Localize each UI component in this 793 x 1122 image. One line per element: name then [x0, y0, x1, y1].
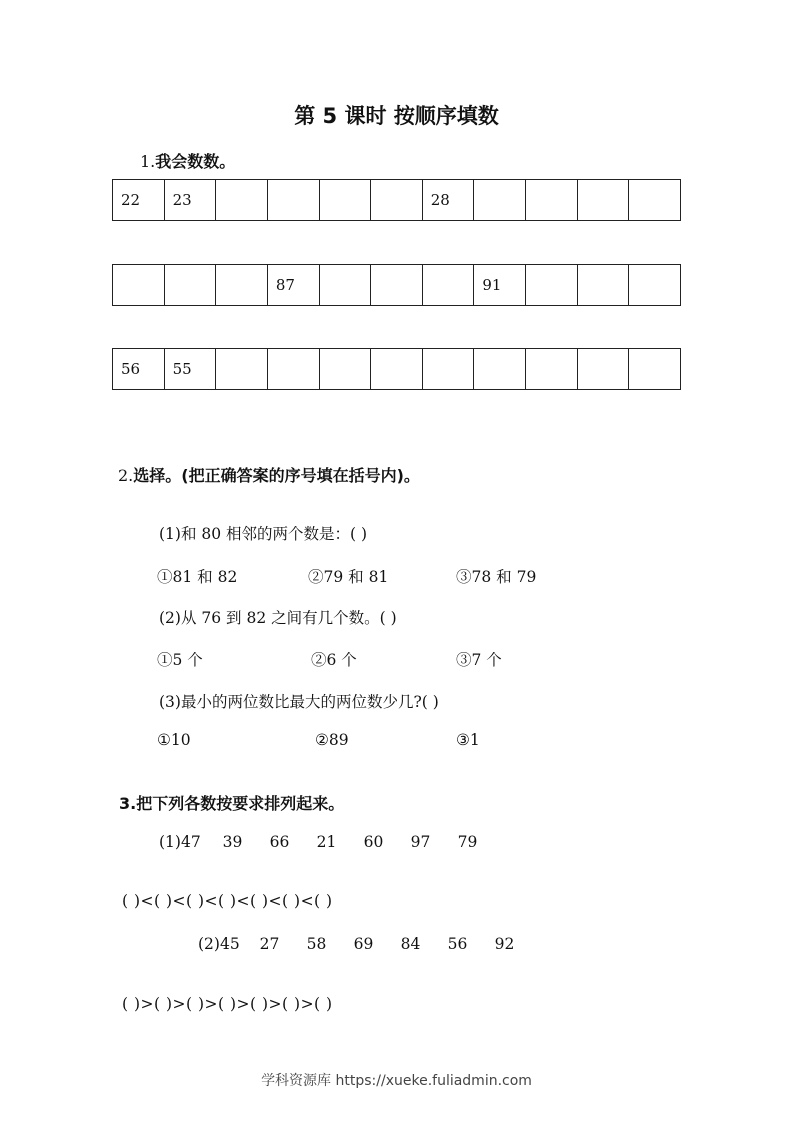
grid-cell[interactable] — [577, 349, 629, 390]
q3-part2-answer-line[interactable]: ( )>( )>( )>( )>( )>( )>( ) — [122, 995, 333, 1013]
grid-cell[interactable] — [216, 265, 268, 306]
q3-part1-answer-line[interactable]: ( )<( )<( )<( )<( )<( )<( ) — [122, 892, 333, 910]
grid-cell[interactable] — [113, 265, 165, 306]
grid-cell[interactable] — [371, 180, 423, 221]
grid-cell[interactable] — [526, 349, 578, 390]
grid-cell[interactable] — [577, 180, 629, 221]
grid-cell[interactable] — [216, 180, 268, 221]
grid-cell[interactable] — [319, 265, 371, 306]
grid-cell[interactable] — [577, 265, 629, 306]
q1-heading — [140, 149, 235, 172]
q3-part2-prefix: (2) — [198, 935, 220, 953]
page-title: 第 5 课时 按顺序填数 — [294, 104, 499, 128]
grid-cell[interactable] — [526, 265, 578, 306]
q2-heading — [118, 463, 420, 486]
grid-cell[interactable] — [526, 180, 578, 221]
number-item: 58 — [306, 935, 327, 953]
number-item: 39 — [222, 833, 243, 851]
grid-cell[interactable]: 23 — [164, 180, 216, 221]
grid-cell[interactable] — [629, 265, 681, 306]
grid-cell[interactable] — [164, 265, 216, 306]
grid-cell[interactable] — [422, 349, 474, 390]
grid-cell[interactable] — [319, 349, 371, 390]
q1-label: 我会数数。 — [155, 152, 236, 171]
grid-cell[interactable] — [629, 349, 681, 390]
number-grid-1 — [112, 179, 681, 221]
number-item: 69 — [353, 935, 374, 953]
q2-option-3c[interactable]: ③1 — [456, 731, 480, 749]
q3-part2 — [198, 935, 528, 953]
number-item: 79 — [457, 833, 478, 851]
q2-question-1: (1)和 80 相邻的两个数是：( ) — [159, 525, 368, 543]
q2-question-3: (3)最小的两位数比最大的两位数少几?( ) — [159, 693, 439, 711]
grid-cell[interactable] — [474, 180, 526, 221]
q2-option-1a[interactable]: ①81 和 82 — [157, 568, 238, 586]
grid-cell[interactable] — [371, 349, 423, 390]
grid-cell[interactable]: 91 — [474, 265, 526, 306]
grid-cell[interactable] — [319, 180, 371, 221]
grid-cell[interactable]: 55 — [164, 349, 216, 390]
grid-cell[interactable] — [267, 180, 319, 221]
number-item: 92 — [494, 935, 515, 953]
q2-option-1b[interactable]: ②79 和 81 — [308, 568, 389, 586]
q3-heading: 3.把下列各数按要求排列起来。 — [119, 794, 345, 813]
q2-option-2b[interactable]: ②6 个 — [311, 651, 357, 669]
grid-cell[interactable]: 28 — [422, 180, 474, 221]
grid-cell[interactable]: 87 — [267, 265, 319, 306]
grid-cell[interactable]: 56 — [113, 349, 165, 390]
q2-option-2c[interactable]: ③7 个 — [456, 651, 502, 669]
number-item: 47 — [180, 833, 201, 851]
number-item: 66 — [269, 833, 290, 851]
number-grid-3 — [112, 348, 681, 390]
footer-watermark: 学科资源库 https://xueke.fuliadmin.com — [261, 1073, 532, 1089]
q2-option-3b[interactable]: ②89 — [315, 731, 349, 749]
q3-part1-prefix: (1) — [159, 833, 181, 851]
q2-option-3a[interactable]: ①10 — [157, 731, 191, 749]
q3-part1 — [159, 833, 491, 851]
q2-option-1c[interactable]: ③78 和 79 — [456, 568, 537, 586]
grid-cell[interactable] — [216, 349, 268, 390]
grid-cell[interactable] — [422, 265, 474, 306]
grid-cell[interactable] — [629, 180, 681, 221]
number-item: 60 — [363, 833, 384, 851]
number-item: 56 — [447, 935, 468, 953]
grid-cell[interactable]: 22 — [113, 180, 165, 221]
q2-question-2: (2)从 76 到 82 之间有几个数。( ) — [159, 609, 397, 627]
q2-number: 2. — [118, 466, 134, 485]
number-item: 45 — [219, 935, 240, 953]
grid-cell[interactable] — [267, 349, 319, 390]
grid-cell[interactable] — [474, 349, 526, 390]
number-item: 27 — [259, 935, 280, 953]
number-item: 97 — [410, 833, 431, 851]
number-item: 21 — [316, 833, 337, 851]
grid-cell[interactable] — [371, 265, 423, 306]
q2-label: 选择。(把正确答案的序号填在括号内)。 — [133, 466, 420, 485]
number-grid-2 — [112, 264, 681, 306]
q2-option-2a[interactable]: ①5 个 — [157, 651, 203, 669]
number-item: 84 — [400, 935, 421, 953]
q1-number: 1. — [140, 152, 156, 171]
